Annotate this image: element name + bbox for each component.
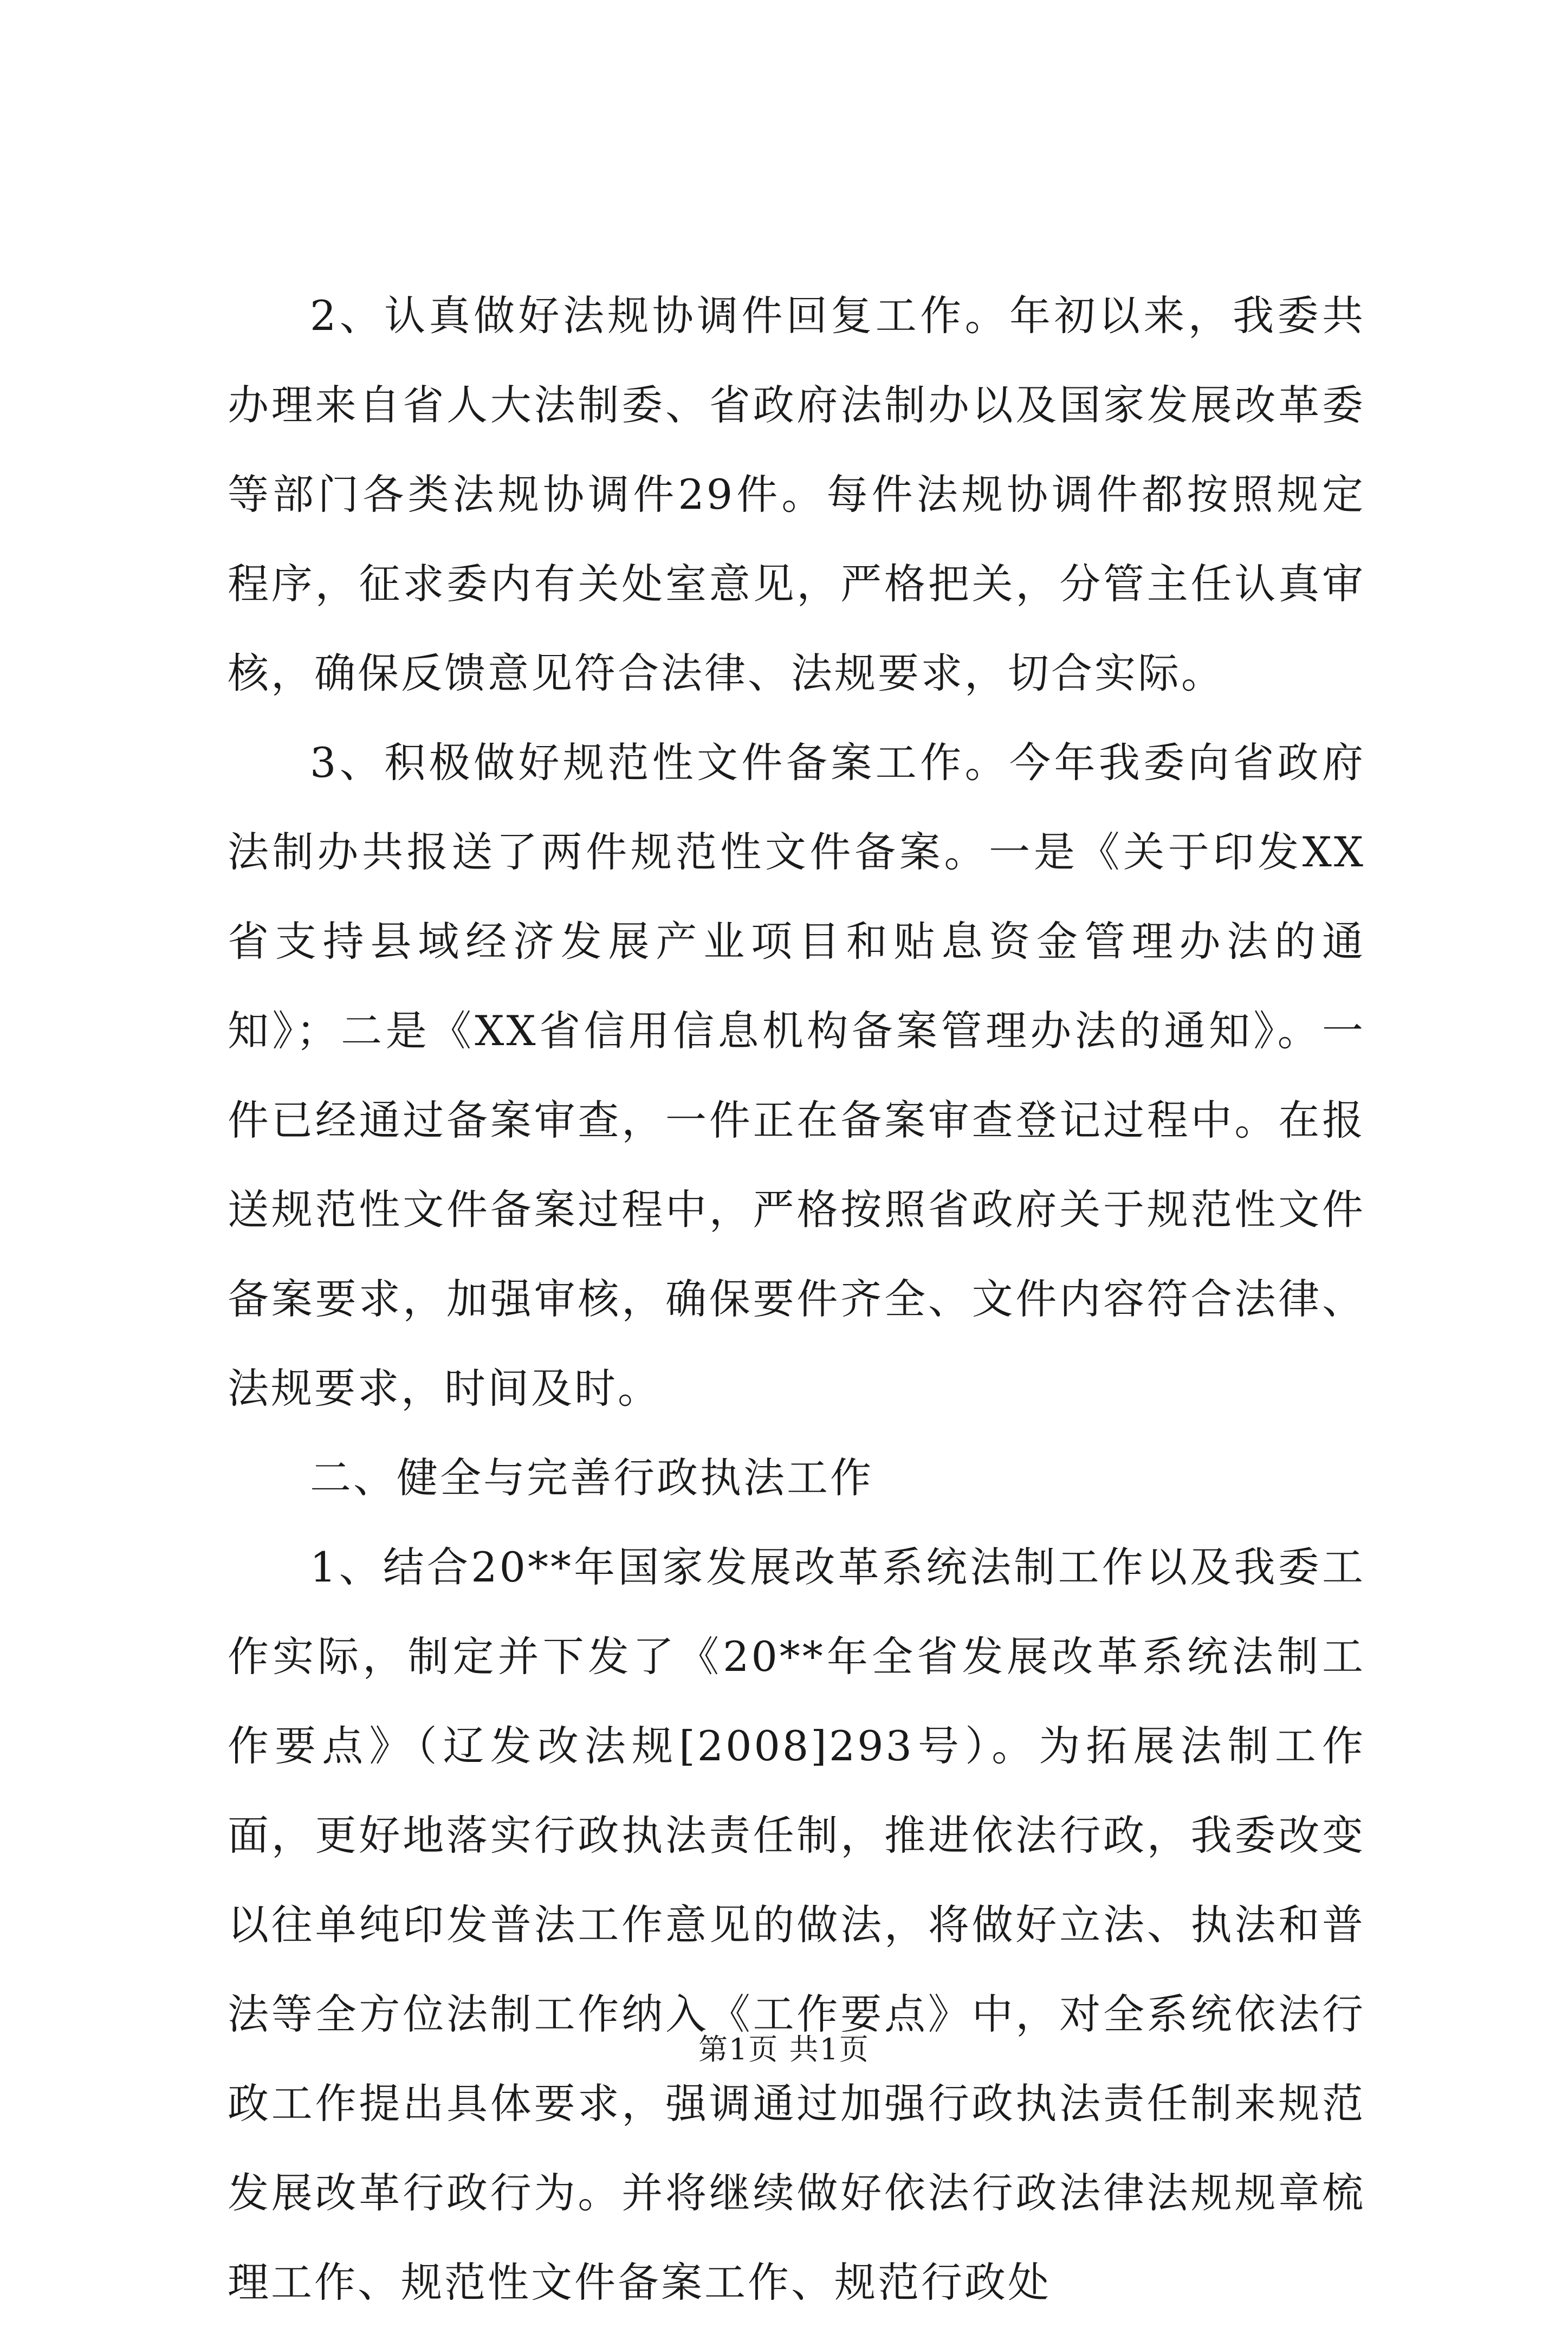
section-heading-administrative-enforcement: 二、健全与完善行政执法工作: [310, 1454, 873, 1502]
document-body: [228, 271, 1365, 2327]
page-footer: 第1页 共1页: [698, 2032, 870, 2066]
paragraph-regulation-coordination: 2、认真做好法规协调件回复工作。年初以来，我委共办理来自省人大法制委、省政府法制办以及国家发展改革委等部门各类法规协调件29件。每件法规协调件都按照规定程序，征求委内有关处室意见，严格把关，分管主任认真审核，确保反馈意见符合法律、法规要求，切合实际。: [228, 291, 1365, 697]
paragraph-normative-filing: 3、积极做好规范性文件备案工作。今年我委向省政府法制办共报送了两件规范性文件备案。一是《关于印发XX省支持县域经济发展产业项目和贴息资金管理办法的通知》；二是《XX省信用信息机构备案管理办法的通知》。一件已经通过备案审查，一件正在备案审查登记过程中。在报送规范性文件备案过程中，严格按照省政府关于规范性文件备案要求，加强审核，确保要件齐全、文件内容符合法律、法规要求，时间及时。: [228, 738, 1365, 1412]
paragraph-work-points: 1、结合20**年国家发展改革系统法制工作以及我委工作实际，制定并下发了《20**年全省发展改革系统法制工作要点》（辽发改法规[2008]293号）。为拓展法制工作面，更好地落实行政执法责任制，推进依法行政，我委改变以往单纯印发普法工作意见的做法，将做好立法、执法和普法等全方位法制工作纳入《工作要点》中，对全系统依法行政工作提出具体要求，强调通过加强行政执法责任制来规范发展改革行政行为。并将继续做好依法行政法律法规规章梳理工作、规范性文件备案工作、规范行政处: [228, 1543, 1365, 2306]
